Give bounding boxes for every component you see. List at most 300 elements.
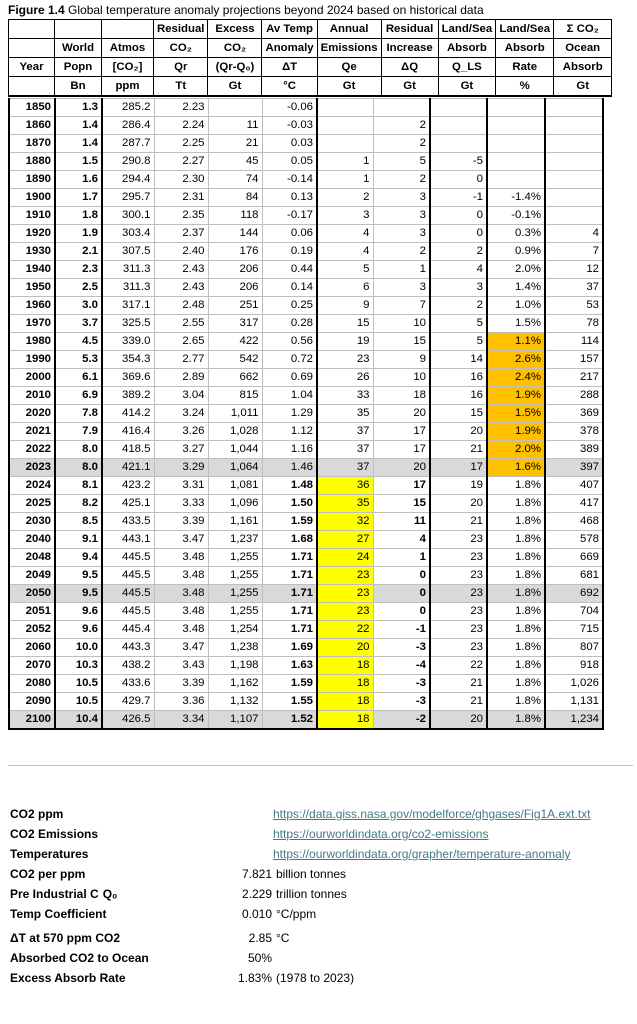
- cell-residual-co2: 2.77: [154, 351, 208, 369]
- cell-land-sea-absorb: 23: [430, 621, 487, 639]
- header-cell-residual-co2: Tt: [154, 77, 208, 97]
- cell-excess-co2: 1,081: [208, 477, 262, 495]
- cell-world-popn: 2.5: [55, 279, 102, 297]
- cell-excess-co2: 542: [208, 351, 262, 369]
- note-value: 2.229: [241, 887, 272, 901]
- header-cell-residual-increase: Increase: [381, 39, 438, 58]
- cell-annual-emissions: 3: [317, 207, 373, 225]
- cell-atmos-co2: 311.3: [102, 279, 154, 297]
- cell-residual-increase: 17: [373, 477, 430, 495]
- table-row: [9, 423, 603, 441]
- table-row: [9, 603, 603, 621]
- cell-world-popn: 10.5: [55, 675, 102, 693]
- header-cell-ocean-absorb: Ocean: [554, 39, 612, 58]
- cell-land-sea-rate: 1.8%: [487, 495, 545, 513]
- cell-excess-co2: 317: [208, 315, 262, 333]
- cell-excess-co2: 1,162: [208, 675, 262, 693]
- note-value: 7.821: [241, 867, 272, 881]
- cell-ocean-absorb: [545, 99, 603, 117]
- cell-temp-anomaly: 1.71: [262, 567, 317, 585]
- cell-ocean-absorb: 397: [545, 459, 603, 477]
- cell-world-popn: 1.9: [55, 225, 102, 243]
- cell-year: 2049: [9, 567, 55, 585]
- cell-world-popn: 9.6: [55, 603, 102, 621]
- cell-year: 2024: [9, 477, 55, 495]
- cell-ocean-absorb: [545, 207, 603, 225]
- cell-ocean-absorb: 918: [545, 657, 603, 675]
- cell-land-sea-absorb: [430, 99, 487, 117]
- cell-land-sea-rate: 1.6%: [487, 459, 545, 477]
- cell-residual-increase: 17: [373, 423, 430, 441]
- cell-land-sea-absorb: 2: [430, 243, 487, 261]
- cell-excess-co2: 662: [208, 369, 262, 387]
- cell-annual-emissions: 23: [317, 603, 373, 621]
- cell-ocean-absorb: 288: [545, 387, 603, 405]
- table-row: [9, 117, 603, 135]
- table-row: [9, 189, 603, 207]
- header-row: [9, 77, 612, 97]
- header-cell-temp-anomaly: °C: [262, 77, 317, 97]
- header-cell-land-sea-absorb: Absorb: [438, 39, 496, 58]
- cell-residual-increase: 15: [373, 495, 430, 513]
- cell-residual-co2: 3.43: [154, 657, 208, 675]
- table-row: [9, 351, 603, 369]
- table-row: [9, 441, 603, 459]
- cell-world-popn: 8.1: [55, 477, 102, 495]
- cell-world-popn: 9.6: [55, 621, 102, 639]
- table-row: [9, 315, 603, 333]
- cell-world-popn: 1.4: [55, 135, 102, 153]
- cell-ocean-absorb: 157: [545, 351, 603, 369]
- cell-residual-increase: 2: [373, 171, 430, 189]
- cell-atmos-co2: 303.4: [102, 225, 154, 243]
- note-unit: billion tonnes: [276, 867, 347, 881]
- cell-residual-co2: 3.48: [154, 549, 208, 567]
- header-cell-world-popn: World: [55, 39, 102, 58]
- cell-atmos-co2: 416.4: [102, 423, 154, 441]
- cell-year: 2052: [9, 621, 55, 639]
- cell-year: 1860: [9, 117, 55, 135]
- cell-land-sea-rate: [487, 99, 545, 117]
- cell-ocean-absorb: 417: [545, 495, 603, 513]
- cell-atmos-co2: 445.5: [102, 585, 154, 603]
- note-unit: (1978 to 2023): [276, 971, 355, 985]
- cell-annual-emissions: [317, 99, 373, 117]
- cell-residual-co2: 3.39: [154, 675, 208, 693]
- cell-excess-co2: 1,064: [208, 459, 262, 477]
- cell-residual-co2: 2.48: [154, 297, 208, 315]
- cell-annual-emissions: 4: [317, 243, 373, 261]
- cell-residual-increase: -1: [373, 621, 430, 639]
- cell-atmos-co2: 295.7: [102, 189, 154, 207]
- cell-annual-emissions: 20: [317, 639, 373, 657]
- cell-temp-anomaly: 1.50: [262, 495, 317, 513]
- header-row: [9, 39, 612, 58]
- cell-annual-emissions: 35: [317, 405, 373, 423]
- cell-world-popn: 10.0: [55, 639, 102, 657]
- cell-land-sea-rate: 1.8%: [487, 675, 545, 693]
- figure-number: Figure 1.4: [8, 3, 65, 17]
- cell-annual-emissions: 35: [317, 495, 373, 513]
- cell-temp-anomaly: 1.59: [262, 513, 317, 531]
- cell-temp-anomaly: 0.13: [262, 189, 317, 207]
- cell-residual-co2: 3.27: [154, 441, 208, 459]
- table-row: [9, 243, 603, 261]
- cell-residual-increase: -4: [373, 657, 430, 675]
- table-row: [9, 135, 603, 153]
- cell-land-sea-absorb: 23: [430, 639, 487, 657]
- cell-residual-increase: -3: [373, 693, 430, 711]
- header-cell-annual-emissions: Emissions: [317, 39, 381, 58]
- cell-land-sea-absorb: 2: [430, 297, 487, 315]
- cell-land-sea-absorb: 23: [430, 567, 487, 585]
- cell-temp-anomaly: -0.14: [262, 171, 317, 189]
- cell-residual-increase: 20: [373, 405, 430, 423]
- cell-excess-co2: 1,044: [208, 441, 262, 459]
- cell-residual-co2: 2.31: [154, 189, 208, 207]
- cell-land-sea-absorb: 20: [430, 711, 487, 730]
- cell-land-sea-rate: 1.9%: [487, 387, 545, 405]
- cell-annual-emissions: 1: [317, 171, 373, 189]
- note-value: 2.85: [248, 931, 272, 945]
- cell-land-sea-absorb: 5: [430, 333, 487, 351]
- cell-excess-co2: 1,107: [208, 711, 262, 730]
- cell-temp-anomaly: 0.69: [262, 369, 317, 387]
- cell-excess-co2: 1,132: [208, 693, 262, 711]
- cell-atmos-co2: 287.7: [102, 135, 154, 153]
- cell-land-sea-absorb: 5: [430, 315, 487, 333]
- cell-land-sea-rate: 1.4%: [487, 279, 545, 297]
- cell-land-sea-rate: 1.5%: [487, 405, 545, 423]
- header-cell-land-sea-rate: Land/Sea: [496, 20, 554, 39]
- cell-excess-co2: 1,198: [208, 657, 262, 675]
- cell-temp-anomaly: -0.17: [262, 207, 317, 225]
- note-label: Temp Coefficient: [10, 907, 107, 921]
- cell-atmos-co2: 300.1: [102, 207, 154, 225]
- cell-residual-increase: 1: [373, 549, 430, 567]
- cell-year: 2021: [9, 423, 55, 441]
- cell-residual-increase: 5: [373, 153, 430, 171]
- header-cell-atmos-co2: ppm: [102, 77, 154, 97]
- cell-land-sea-rate: 1.8%: [487, 621, 545, 639]
- cell-excess-co2: 45: [208, 153, 262, 171]
- cell-ocean-absorb: 715: [545, 621, 603, 639]
- cell-annual-emissions: 22: [317, 621, 373, 639]
- cell-residual-co2: 2.35: [154, 207, 208, 225]
- cell-excess-co2: 815: [208, 387, 262, 405]
- cell-world-popn: 3.0: [55, 297, 102, 315]
- header-cell-temp-anomaly: Anomaly: [262, 39, 317, 58]
- cell-temp-anomaly: 1.71: [262, 621, 317, 639]
- cell-atmos-co2: 339.0: [102, 333, 154, 351]
- cell-world-popn: 1.5: [55, 153, 102, 171]
- cell-residual-co2: 3.48: [154, 603, 208, 621]
- note-label: ΔT at 570 ppm CO2: [10, 931, 120, 945]
- cell-ocean-absorb: 12: [545, 261, 603, 279]
- cell-land-sea-rate: 1.8%: [487, 711, 545, 730]
- co2-emissions-source-link[interactable]: https://ourworldindata.org/co2-emissions: [273, 827, 489, 841]
- header-row: [9, 58, 612, 77]
- note-label: CO2 Emissions: [10, 827, 99, 841]
- cell-year: 2080: [9, 675, 55, 693]
- cell-land-sea-absorb: 3: [430, 279, 487, 297]
- note-label: Absorbed CO2 to Ocean: [10, 951, 149, 965]
- cell-atmos-co2: 438.2: [102, 657, 154, 675]
- cell-excess-co2: 21: [208, 135, 262, 153]
- header-cell-year: Year: [9, 58, 55, 77]
- header-cell-land-sea-absorb: Q_LS: [438, 58, 496, 77]
- cell-annual-emissions: 27: [317, 531, 373, 549]
- cell-residual-increase: 0: [373, 603, 430, 621]
- cell-year: 1990: [9, 351, 55, 369]
- cell-temp-anomaly: 1.46: [262, 459, 317, 477]
- cell-atmos-co2: 290.8: [102, 153, 154, 171]
- cell-annual-emissions: 18: [317, 693, 373, 711]
- header-cell-temp-anomaly: Av Temp: [262, 20, 317, 39]
- cell-residual-increase: 18: [373, 387, 430, 405]
- cell-land-sea-absorb: 14: [430, 351, 487, 369]
- temperatures-source-link[interactable]: https://ourworldindata.org/grapher/temperature-anomaly: [273, 847, 571, 861]
- table-row: [9, 207, 603, 225]
- cell-residual-co2: 3.29: [154, 459, 208, 477]
- cell-atmos-co2: 418.5: [102, 441, 154, 459]
- cell-land-sea-absorb: -1: [430, 189, 487, 207]
- cell-annual-emissions: 18: [317, 657, 373, 675]
- cell-land-sea-absorb: 15: [430, 405, 487, 423]
- header-cell-residual-co2: Qr: [154, 58, 208, 77]
- cell-land-sea-absorb: 0: [430, 207, 487, 225]
- table-row: [9, 567, 603, 585]
- header-cell-year: [9, 77, 55, 97]
- cell-residual-co2: 3.31: [154, 477, 208, 495]
- cell-residual-co2: 3.26: [154, 423, 208, 441]
- cell-land-sea-rate: 1.8%: [487, 603, 545, 621]
- cell-atmos-co2: 425.1: [102, 495, 154, 513]
- cell-ocean-absorb: 378: [545, 423, 603, 441]
- cell-land-sea-absorb: 4: [430, 261, 487, 279]
- cell-land-sea-rate: -1.4%: [487, 189, 545, 207]
- header-cell-residual-increase: Residual: [381, 20, 438, 39]
- header-row: [9, 20, 612, 39]
- cell-land-sea-rate: 1.0%: [487, 297, 545, 315]
- cell-world-popn: 10.4: [55, 711, 102, 730]
- cell-world-popn: 9.4: [55, 549, 102, 567]
- cell-excess-co2: 74: [208, 171, 262, 189]
- cell-temp-anomaly: 1.71: [262, 549, 317, 567]
- cell-ocean-absorb: 37: [545, 279, 603, 297]
- cell-annual-emissions: 24: [317, 549, 373, 567]
- cell-temp-anomaly: 0.05: [262, 153, 317, 171]
- co2-ppm-source-link[interactable]: https://data.giss.nasa.gov/modelforce/ghgases/Fig1A.ext.txt: [273, 807, 591, 821]
- cell-annual-emissions: 23: [317, 351, 373, 369]
- cell-ocean-absorb: 704: [545, 603, 603, 621]
- cell-year: 1920: [9, 225, 55, 243]
- table-row: [9, 477, 603, 495]
- cell-residual-co2: 3.24: [154, 405, 208, 423]
- cell-annual-emissions: 15: [317, 315, 373, 333]
- cell-ocean-absorb: 807: [545, 639, 603, 657]
- cell-annual-emissions: 23: [317, 567, 373, 585]
- table-row: [9, 711, 603, 730]
- cell-year: 1910: [9, 207, 55, 225]
- cell-annual-emissions: 37: [317, 423, 373, 441]
- cell-world-popn: 3.7: [55, 315, 102, 333]
- cell-excess-co2: 206: [208, 261, 262, 279]
- header-cell-residual-co2: Residual: [154, 20, 208, 39]
- cell-annual-emissions: 9: [317, 297, 373, 315]
- cell-residual-increase: 11: [373, 513, 430, 531]
- cell-annual-emissions: 6: [317, 279, 373, 297]
- cell-atmos-co2: 443.3: [102, 639, 154, 657]
- cell-year: 2050: [9, 585, 55, 603]
- cell-land-sea-rate: 1.1%: [487, 333, 545, 351]
- cell-year: 1870: [9, 135, 55, 153]
- cell-world-popn: 8.2: [55, 495, 102, 513]
- cell-annual-emissions: 19: [317, 333, 373, 351]
- header-cell-atmos-co2: Atmos: [102, 39, 154, 58]
- note-label: CO2 per ppm: [10, 867, 86, 881]
- cell-residual-increase: 7: [373, 297, 430, 315]
- cell-year: 2070: [9, 657, 55, 675]
- cell-year: 2025: [9, 495, 55, 513]
- cell-ocean-absorb: 1,026: [545, 675, 603, 693]
- cell-land-sea-absorb: 21: [430, 441, 487, 459]
- cell-residual-co2: 2.27: [154, 153, 208, 171]
- cell-land-sea-rate: [487, 171, 545, 189]
- cell-residual-co2: 2.55: [154, 315, 208, 333]
- cell-annual-emissions: 4: [317, 225, 373, 243]
- cell-world-popn: 8.0: [55, 441, 102, 459]
- cell-temp-anomaly: 0.06: [262, 225, 317, 243]
- cell-ocean-absorb: [545, 171, 603, 189]
- figure-caption: Global temperature anomaly projections beyond 2024 based on historical data: [64, 3, 484, 17]
- cell-annual-emissions: 26: [317, 369, 373, 387]
- cell-world-popn: 1.8: [55, 207, 102, 225]
- cell-excess-co2: 1,028: [208, 423, 262, 441]
- cell-land-sea-absorb: 21: [430, 675, 487, 693]
- cell-year: 2022: [9, 441, 55, 459]
- cell-residual-increase: 20: [373, 459, 430, 477]
- note-unit: trillion tonnes: [276, 887, 347, 901]
- header-cell-residual-co2: CO₂: [154, 39, 208, 58]
- cell-world-popn: 8.0: [55, 459, 102, 477]
- cell-world-popn: 9.1: [55, 531, 102, 549]
- cell-land-sea-absorb: 22: [430, 657, 487, 675]
- cell-atmos-co2: 423.2: [102, 477, 154, 495]
- header-cell-residual-increase: ΔQ: [381, 58, 438, 77]
- cell-residual-increase: 2: [373, 117, 430, 135]
- note-label: Excess Absorb Rate: [10, 971, 126, 985]
- figure-title: [8, 1, 484, 19]
- cell-atmos-co2: 354.3: [102, 351, 154, 369]
- cell-annual-emissions: [317, 117, 373, 135]
- header-cell-atmos-co2: [CO₂]: [102, 58, 154, 77]
- cell-land-sea-rate: 2.0%: [487, 261, 545, 279]
- cell-temp-anomaly: 1.71: [262, 603, 317, 621]
- cell-land-sea-rate: 1.9%: [487, 423, 545, 441]
- cell-year: 2020: [9, 405, 55, 423]
- cell-annual-emissions: 5: [317, 261, 373, 279]
- cell-temp-anomaly: -0.03: [262, 117, 317, 135]
- cell-temp-anomaly: -0.06: [262, 99, 317, 117]
- cell-ocean-absorb: 669: [545, 549, 603, 567]
- header-cell-temp-anomaly: ΔT: [262, 58, 317, 77]
- header-cell-land-sea-rate: Absorb: [496, 39, 554, 58]
- cell-year: 2048: [9, 549, 55, 567]
- cell-land-sea-absorb: 23: [430, 603, 487, 621]
- cell-temp-anomaly: 1.68: [262, 531, 317, 549]
- cell-ocean-absorb: [545, 117, 603, 135]
- cell-excess-co2: 1,255: [208, 549, 262, 567]
- cell-excess-co2: 1,237: [208, 531, 262, 549]
- cell-land-sea-rate: 1.8%: [487, 693, 545, 711]
- cell-residual-co2: 3.36: [154, 693, 208, 711]
- cell-year: 1970: [9, 315, 55, 333]
- cell-land-sea-rate: -0.1%: [487, 207, 545, 225]
- cell-ocean-absorb: 407: [545, 477, 603, 495]
- header-cell-annual-emissions: Gt: [317, 77, 381, 97]
- cell-atmos-co2: 311.3: [102, 261, 154, 279]
- cell-temp-anomaly: 0.25: [262, 297, 317, 315]
- cell-annual-emissions: 37: [317, 459, 373, 477]
- cell-land-sea-rate: 1.8%: [487, 531, 545, 549]
- cell-atmos-co2: 429.7: [102, 693, 154, 711]
- column-header-table: [8, 19, 612, 97]
- cell-annual-emissions: 33: [317, 387, 373, 405]
- header-cell-excess-co2: Excess: [208, 20, 262, 39]
- cell-atmos-co2: 445.5: [102, 567, 154, 585]
- header-cell-land-sea-absorb: Gt: [438, 77, 496, 97]
- cell-year: 1930: [9, 243, 55, 261]
- cell-land-sea-absorb: 21: [430, 513, 487, 531]
- table-row: [9, 261, 603, 279]
- cell-excess-co2: 206: [208, 279, 262, 297]
- cell-residual-co2: 3.48: [154, 621, 208, 639]
- cell-residual-increase: 17: [373, 441, 430, 459]
- cell-land-sea-rate: 2.0%: [487, 441, 545, 459]
- cell-atmos-co2: 421.1: [102, 459, 154, 477]
- cell-temp-anomaly: 1.29: [262, 405, 317, 423]
- table-row: [9, 639, 603, 657]
- cell-excess-co2: 422: [208, 333, 262, 351]
- header-cell-ocean-absorb: Absorb: [554, 58, 612, 77]
- cell-year: 2090: [9, 693, 55, 711]
- cell-temp-anomaly: 0.28: [262, 315, 317, 333]
- cell-land-sea-absorb: -5: [430, 153, 487, 171]
- cell-land-sea-rate: 1.8%: [487, 513, 545, 531]
- cell-residual-co2: 2.40: [154, 243, 208, 261]
- note-value: 50%: [247, 951, 272, 965]
- header-cell-residual-increase: Gt: [381, 77, 438, 97]
- cell-world-popn: 8.5: [55, 513, 102, 531]
- cell-residual-increase: 15: [373, 333, 430, 351]
- header-cell-land-sea-rate: %: [496, 77, 554, 97]
- table-row: [9, 153, 603, 171]
- cell-land-sea-rate: 1.8%: [487, 549, 545, 567]
- cell-land-sea-absorb: 0: [430, 225, 487, 243]
- cell-land-sea-rate: 0.9%: [487, 243, 545, 261]
- cell-land-sea-rate: 2.6%: [487, 351, 545, 369]
- cell-land-sea-rate: 1.8%: [487, 585, 545, 603]
- cell-world-popn: 7.8: [55, 405, 102, 423]
- notes-section: [8, 765, 633, 985]
- cell-residual-increase: 3: [373, 207, 430, 225]
- cell-residual-increase: 3: [373, 279, 430, 297]
- table-row: [9, 621, 603, 639]
- cell-excess-co2: 251: [208, 297, 262, 315]
- header-cell-excess-co2: CO₂: [208, 39, 262, 58]
- cell-land-sea-rate: 1.8%: [487, 567, 545, 585]
